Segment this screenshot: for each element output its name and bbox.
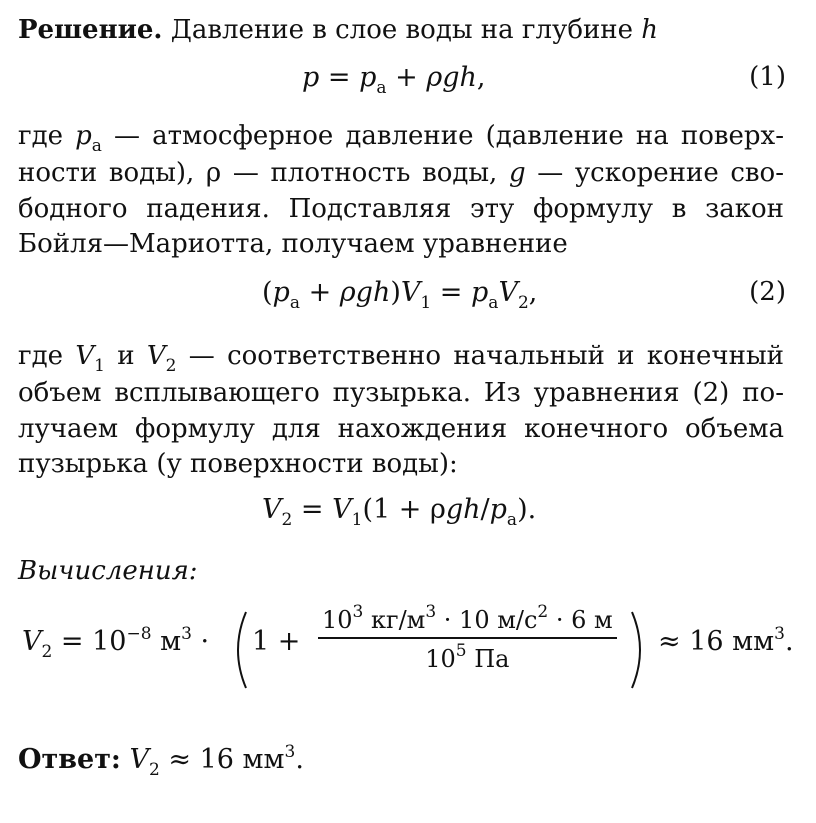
para2-line1: [18, 120, 784, 155]
eq1-end: ,: [476, 62, 486, 93]
eq4-unit-exp: 3: [181, 624, 192, 644]
eq3-end: ).: [517, 494, 537, 525]
eq3-gh: gh: [445, 494, 481, 525]
solution-var-h: h: [641, 15, 659, 45]
eq2-pa2-sub: а: [488, 293, 499, 313]
para2-line2: [18, 157, 784, 189]
eq1-eq: =: [319, 62, 360, 93]
para3-line1: [18, 340, 784, 375]
eq4-num-c-exp: 2: [537, 602, 549, 622]
para3-v2: V: [146, 341, 166, 371]
para2-g: g: [508, 158, 526, 188]
eq4-dot: ·: [191, 626, 210, 657]
eq2-end: ,: [528, 277, 538, 308]
eq4-end: .: [784, 626, 794, 657]
para2-l1a: где: [18, 121, 76, 151]
equation-4: [22, 602, 802, 694]
para3-v1: V: [75, 341, 95, 371]
solution-line: [18, 14, 784, 46]
eq3-v2: V: [262, 494, 282, 525]
eq4-num-b: кг/м: [363, 606, 426, 634]
equation-2-number: (2): [749, 277, 786, 307]
para2-l1d: — атмосферное давление (давление на поверх-: [101, 121, 784, 151]
eq2-pa2: p: [471, 277, 489, 308]
eq1-pa-sub: а: [376, 78, 387, 98]
eq4-approx: ≈ 16 мм: [658, 626, 775, 657]
eq4-num-a-exp: 3: [352, 602, 364, 622]
eq1-pa: p: [359, 62, 377, 93]
eq2-eq: =: [431, 277, 471, 308]
eq1-plus: +: [386, 62, 427, 93]
solution-label: Решение.: [18, 15, 163, 45]
eq1-p: p: [302, 62, 320, 93]
eq3-mid: (1 + ρ: [362, 494, 446, 525]
para2-l2a: ности воды), ρ — плотность воды,: [18, 158, 509, 188]
calc-label: Вычисления:: [18, 556, 198, 586]
eq4-approx-exp: 3: [774, 624, 785, 644]
eq4-num-d: · 6 м: [548, 606, 613, 634]
equation-1-number: (1): [749, 62, 786, 92]
equation-2: [262, 277, 538, 313]
eq4-den-b: Па: [466, 645, 510, 673]
solution-text: Давление в слое воды на глубине: [162, 15, 642, 45]
eq2-v1: V: [400, 277, 421, 308]
para2-line3: бодного падения. Подставляя эту формулу в закон: [18, 194, 784, 224]
eq4-den-a-exp: 5: [455, 641, 467, 661]
eq3-slash: /: [480, 494, 490, 525]
equation-3: [262, 494, 537, 530]
eq2-v2: V: [498, 277, 518, 308]
para3-v2-sub: 2: [165, 356, 177, 376]
left-paren-icon: [228, 610, 250, 690]
eq4-eq: = 10: [52, 626, 127, 657]
eq2-pa: p: [272, 277, 290, 308]
answer-label: Ответ:: [18, 744, 121, 775]
para2-pa-sub: а: [91, 136, 102, 156]
para3-line2: объем всплывающего пузырька. Из уравнения (2) по-: [18, 378, 784, 408]
eq3-v1-sub: 1: [351, 510, 363, 530]
eq2-v2-sub: 2: [517, 293, 529, 313]
eq2-pa-sub: а: [289, 293, 300, 313]
para2-l2c: — ускорение сво-: [525, 158, 784, 188]
eq4-v2: V: [22, 626, 42, 657]
eq4-denominator: [318, 639, 617, 673]
para3-line3: лучаем формулу для нахождения конечного объема: [18, 414, 784, 444]
eq4-unit: м: [151, 626, 182, 657]
eq2-close: ): [390, 277, 401, 308]
right-paren-icon: [628, 610, 650, 690]
para3-l1a: где: [18, 341, 76, 371]
eq4-num-b-exp: 3: [425, 602, 437, 622]
eq4-den-a: 10: [425, 645, 456, 673]
eq3-v2-sub: 2: [281, 510, 293, 530]
para2-pa: p: [75, 121, 92, 151]
eq3-pa: p: [489, 494, 507, 525]
answer-v2: V: [129, 744, 149, 775]
para3-v1-sub: 1: [94, 356, 105, 376]
answer-line: [18, 744, 784, 779]
eq2-open: (: [262, 277, 273, 308]
para3-and: и: [104, 341, 147, 371]
answer-end: .: [295, 744, 304, 775]
answer-exp: 3: [284, 742, 296, 762]
eq4-numerator: [318, 602, 617, 639]
eq3-eq: =: [292, 494, 333, 525]
para3-line4: пузырька (у поверхности воды):: [18, 449, 458, 479]
eq4-v2-sub: 2: [41, 642, 53, 662]
eq1-rgh: ρgh: [426, 62, 477, 93]
eq4-num-a: 10: [322, 606, 353, 634]
eq4-exp: −8: [126, 624, 152, 644]
answer-text: ≈ 16 мм: [159, 744, 285, 775]
eq4-num-c: · 10 м/с: [436, 606, 538, 634]
eq2-plus: +: [299, 277, 340, 308]
answer-v2-sub: 2: [148, 760, 160, 780]
equation-1: [302, 62, 486, 98]
eq2-rgh: ρgh: [339, 277, 391, 308]
para3-l1b: — соответственно начальный и конечный: [176, 341, 784, 371]
eq3-v1: V: [332, 494, 352, 525]
eq4-one-plus: 1 +: [252, 626, 301, 657]
para2-line4: Бойля—Мариотта, получаем уравнение: [18, 229, 568, 259]
eq2-v1-sub: 1: [420, 293, 432, 313]
eq3-pa-sub: а: [506, 510, 518, 530]
eq4-fraction: [318, 602, 617, 673]
